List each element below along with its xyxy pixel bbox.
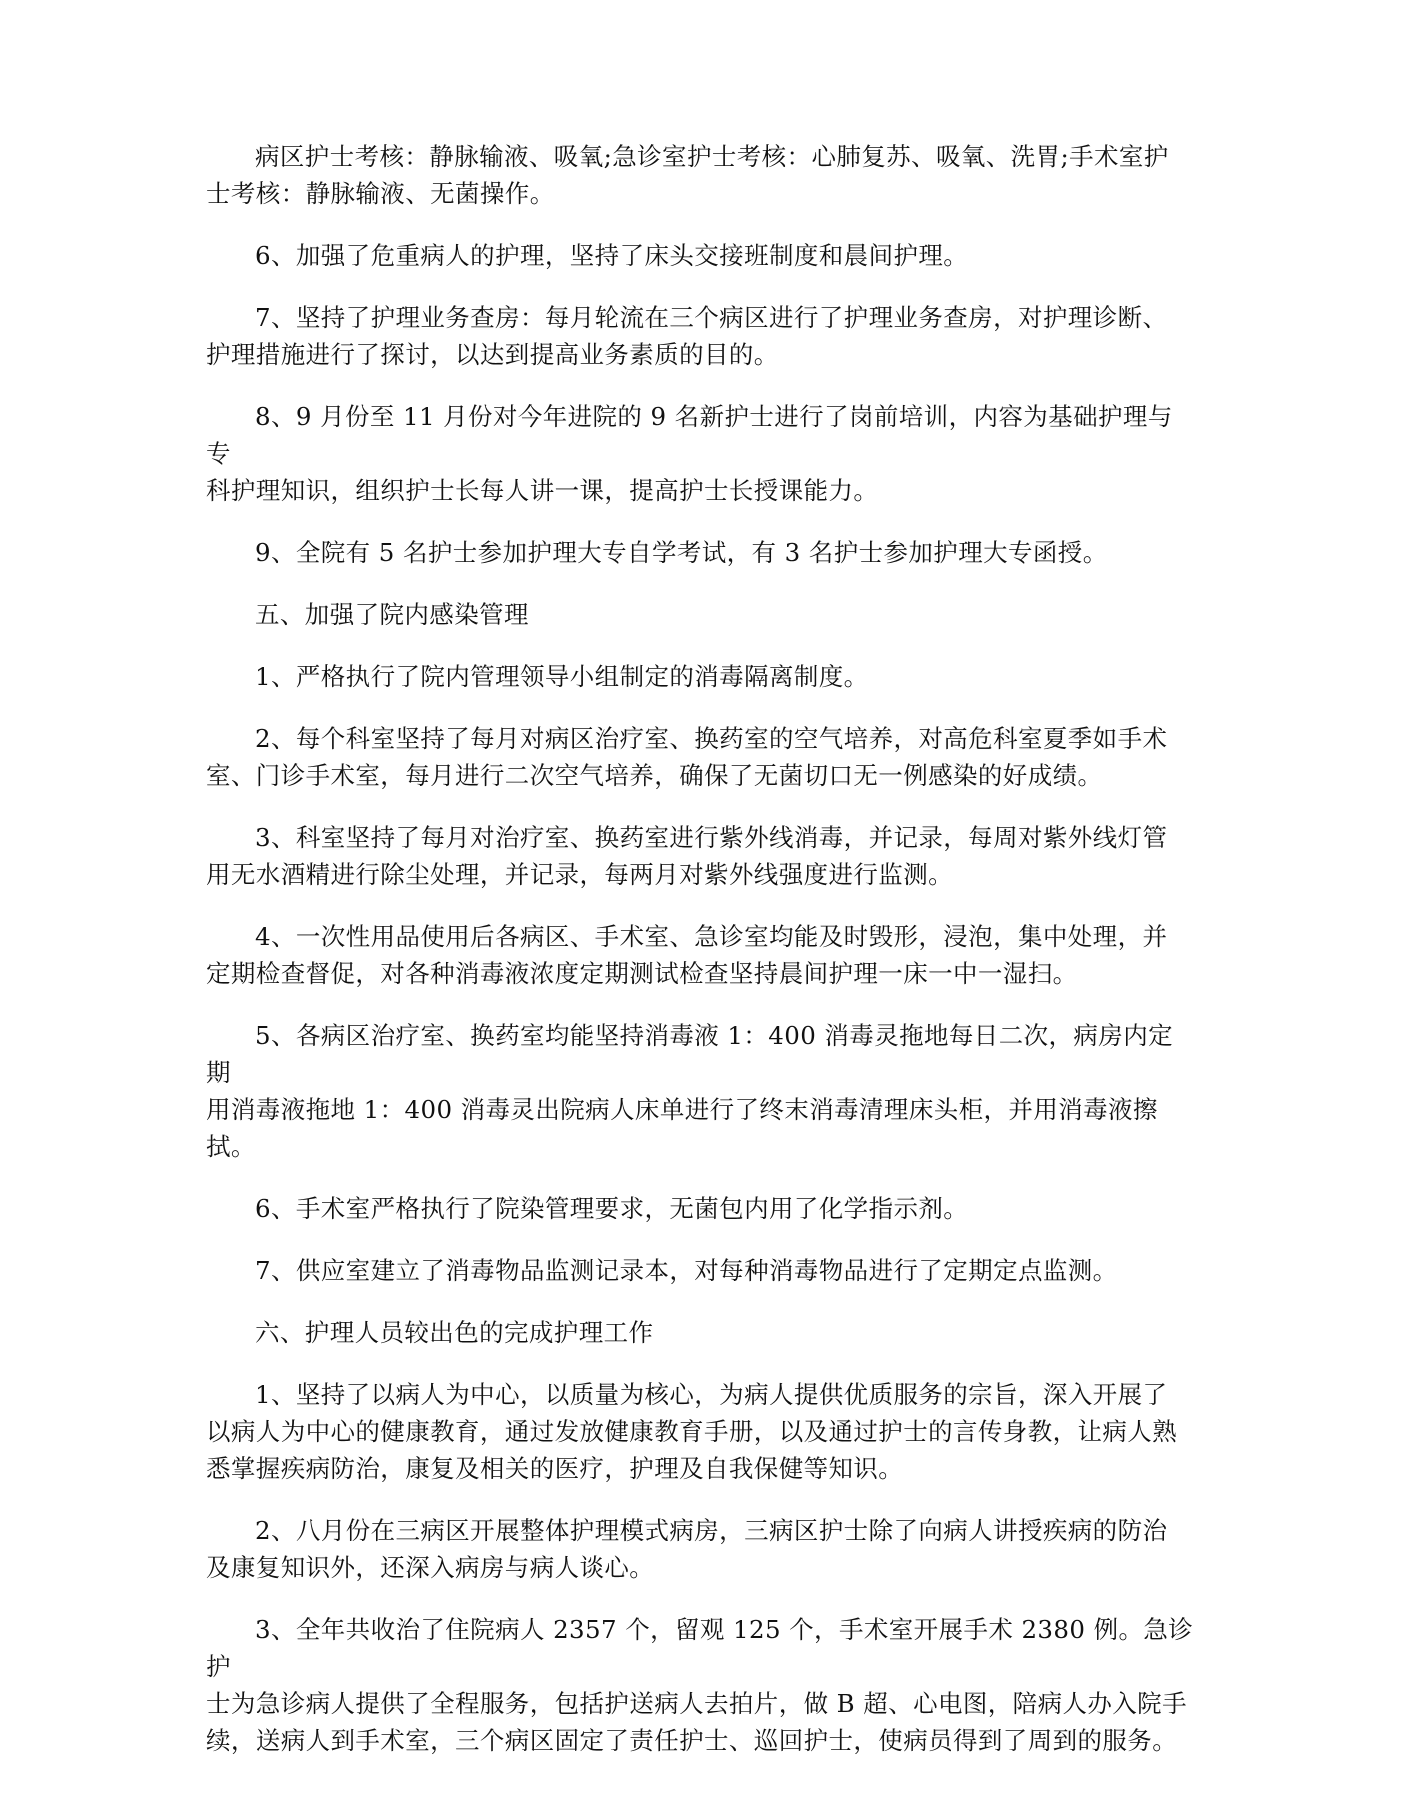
text-line: 6、手术室严格执行了院染管理要求，无菌包内用了化学指示剂。	[255, 1194, 969, 1223]
text-line: 悉掌握疾病防治，康复及相关的医疗，护理及自我保健等知识。	[206, 1454, 904, 1483]
text-line: 六、护理人员较出色的完成护理工作	[255, 1318, 654, 1347]
text-line: 6、加强了危重病人的护理，坚持了床头交接班制度和晨间护理。	[255, 241, 969, 270]
paragraph	[206, 658, 1196, 695]
text-line: 8、9 月份至 11 月份对今年进院的 9 名新护士进行了岗前培训，内容为基础护理与专	[206, 402, 1173, 468]
paragraph	[206, 299, 1196, 373]
text-line: 用无水酒精进行除尘处理，并记录，每两月对紫外线强度进行监测。	[206, 860, 953, 889]
text-line: 3、科室坚持了每月对治疗室、换药室进行紫外线消毒，并记录，每周对紫外线灯管	[255, 823, 1168, 852]
paragraph	[206, 1190, 1196, 1227]
paragraph	[206, 1017, 1196, 1165]
text-line: 7、供应室建立了消毒物品监测记录本，对每种消毒物品进行了定期定点监测。	[255, 1256, 1118, 1285]
text-line: 士考核：静脉输液、无菌操作。	[206, 179, 555, 208]
paragraph	[206, 596, 1196, 633]
text-line: 病区护士考核：静脉输液、吸氧;急诊室护士考核：心肺复苏、吸氧、洗胃;手术室护	[255, 142, 1169, 171]
paragraph	[206, 1252, 1196, 1289]
paragraph	[206, 1611, 1196, 1759]
text-line: 7、坚持了护理业务查房：每月轮流在三个病区进行了护理业务查房，对护理诊断、	[255, 303, 1168, 332]
paragraph	[206, 720, 1196, 794]
paragraph	[206, 1512, 1196, 1586]
paragraph	[206, 1314, 1196, 1351]
paragraph	[206, 534, 1196, 571]
text-line: 4、一次性用品使用后各病区、手术室、急诊室均能及时毁形，浸泡，集中处理，并	[255, 922, 1168, 951]
text-line: 3、全年共收治了住院病人 2357 个，留观 125 个，手术室开展手术 2380 例。急诊护	[206, 1615, 1194, 1681]
text-line: 士为急诊病人提供了全程服务，包括护送病人去拍片，做 B 超、心电图，陪病人办入院手	[206, 1689, 1187, 1718]
text-line: 五、加强了院内感染管理	[255, 600, 529, 629]
text-line: 护理措施进行了探讨，以达到提高业务素质的目的。	[206, 340, 779, 369]
text-line: 以病人为中心的健康教育，通过发放健康教育手册，以及通过护士的言传身教，让病人熟	[206, 1417, 1178, 1446]
text-line: 及康复知识外，还深入病房与病人谈心。	[206, 1553, 655, 1582]
text-line: 2、每个科室坚持了每月对病区治疗室、换药室的空气培养，对高危科室夏季如手术	[255, 724, 1168, 753]
text-line: 科护理知识，组织护士长每人讲一课，提高护士长授课能力。	[206, 476, 879, 505]
paragraph	[206, 138, 1196, 212]
text-line: 续，送病人到手术室，三个病区固定了责任护士、巡回护士，使病员得到了周到的服务。	[206, 1726, 1178, 1755]
text-line: 室、门诊手术室，每月进行二次空气培养，确保了无菌切口无一例感染的好成绩。	[206, 761, 1103, 790]
paragraph	[206, 1376, 1196, 1487]
text-line: 定期检查督促，对各种消毒液浓度定期测试检查坚持晨间护理一床一中一湿扫。	[206, 959, 1078, 988]
text-line: 2、八月份在三病区开展整体护理模式病房，三病区护士除了向病人讲授疾病的防治	[255, 1516, 1168, 1545]
text-line: 1、严格执行了院内管理领导小组制定的消毒隔离制度。	[255, 662, 869, 691]
paragraph	[206, 398, 1196, 509]
text-line: 1、坚持了以病人为中心，以质量为核心，为病人提供优质服务的宗旨，深入开展了	[255, 1380, 1168, 1409]
document-body	[206, 138, 1196, 1784]
text-line: 5、各病区治疗室、换药室均能坚持消毒液 1：400 消毒灵拖地每日二次，病房内定期	[206, 1021, 1174, 1087]
paragraph	[206, 237, 1196, 274]
paragraph	[206, 819, 1196, 893]
text-line: 9、全院有 5 名护士参加护理大专自学考试，有 3 名护士参加护理大专函授。	[255, 538, 1108, 567]
paragraph	[206, 918, 1196, 992]
text-line: 用消毒液拖地 1：400 消毒灵出院病人床单进行了终末消毒清理床头柜，并用消毒液擦拭。	[206, 1095, 1158, 1161]
